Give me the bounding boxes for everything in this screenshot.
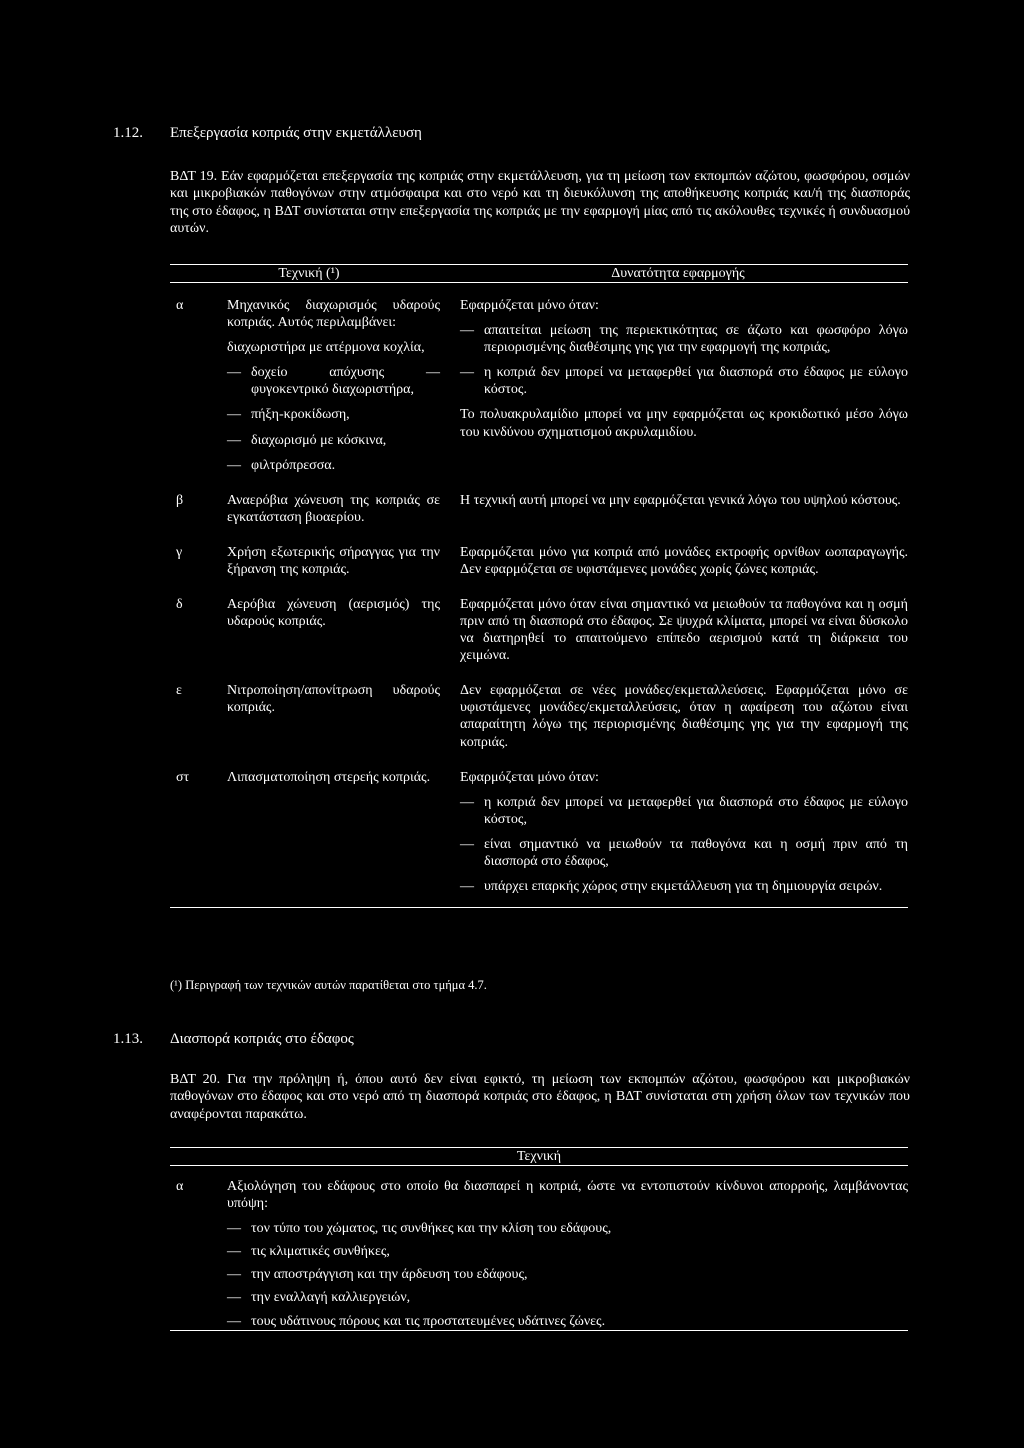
section-number: 1.13. (113, 1031, 143, 1047)
table-header-row (170, 1148, 908, 1166)
technique-text: Αναερόβια χώνευση της κοπριάς σε εγκατάσταση βιοαερίου. (227, 492, 440, 525)
dash-item: — τους υδάτινους πόρους και τις προστατευμένες υδάτινες ζώνες. (227, 1313, 606, 1329)
technique-text: Χρήση εξωτερικής σήραγγας για την ξήρανση της κοπριάς. (227, 544, 440, 577)
applicability-cell (448, 283, 908, 480)
table-row (170, 584, 908, 670)
technique-text: Αερόβια χώνευση (αερισμός) της υδαρούς κοπριάς. (227, 597, 440, 630)
dash-item: — η κοπριά δεν μπορεί να μεταφερθεί για διασπορά στο έδαφος με εύλογο κόστος. (460, 365, 908, 398)
technique-text: Λιπασματοποίηση στερεής κοπριάς. (227, 757, 448, 908)
bat-20-paragraph: ΒΔΤ 20. Για την πρόληψη ή, όπου αυτό δεν είναι εφικτό, τη μείωση των εκπομπών αζώτου, φωσφόρου και μικροβιακών παθογόνων στο έδαφος και στο νερό από τη διασπορά κοπριάς στο έδαφος, η ΒΔΤ συνίσταται στη χρήση όλων των τεχνικών που αναφέρονται παρακάτω. (170, 1072, 910, 1122)
technique-text: Μηχανικός διαχωρισμός υδαρούς κοπριάς. Αυτός περιλαμβάνει: (227, 298, 440, 331)
row-letter: ε (176, 683, 182, 699)
technique-sub: διαχωριστήρα με ατέρμονα κοχλία, (227, 340, 425, 356)
applicability-text: Εφαρμόζεται μόνο όταν είναι σημαντικό να μειωθούν τα παθογόνα και η οσμή πριν από τη διασπορά στο έδαφος. Σε ψυχρά κλίματα, μπορεί να είναι δύσκολο να διατηρηθεί το απαιτούμενο επίπεδο αερισμού κατά τη διάρκεια του χειμώνα. (460, 597, 908, 664)
applicability-cell (448, 757, 908, 908)
applicability-intro: Εφαρμόζεται μόνο όταν: (460, 298, 599, 314)
dash-item: — απαιτείται μείωση της περιεκτικότητας σε άζωτο και φωσφόρο λόγω περιορισμένης διαθέσιμης γης για την εφαρμογή της κοπριάς, (460, 323, 908, 356)
dash-item: — την αποστράγγιση και την άρδευση του εδάφους, (227, 1267, 528, 1283)
applicability-outro: Το πολυακρυλαμίδιο μπορεί να μην εφαρμόζεται ως κροκιδωτικό μέσο λόγω του κινδύνου σχηματισμού ακρυλαμιδίου. (460, 407, 908, 440)
section-title: Επεξεργασία κοπριάς στην εκμετάλλευση (170, 125, 422, 141)
dash-item: — διαχωρισμό με κόσκινα, (227, 432, 387, 448)
technique-cell (227, 1166, 908, 1331)
row-letter: δ (176, 597, 183, 613)
applicability-text: Εφαρμόζεται μόνο για κοπριά από μονάδες εκτροφής ορνίθων ωοπαραγωγής. Δεν εφαρμόζεται σε υφιστάμενες μονάδες χωρίς ζώνες κοπριάς. (460, 544, 908, 577)
applicability-intro: Εφαρμόζεται μόνο όταν: (460, 769, 599, 785)
applicability-text: Η τεχνική αυτή μπορεί να μην εφαρμόζεται γενικά λόγω του υψηλού κόστους. (460, 492, 901, 508)
section-heading-1-12 (113, 124, 422, 142)
dash-item: — η κοπριά δεν μπορεί να μεταφερθεί για διασπορά στο έδαφος με εύλογο κόστος, (460, 794, 908, 827)
header-applicability: Δυνατότητα εφαρμογής (448, 265, 908, 283)
table-row (170, 1166, 908, 1331)
bat-19-paragraph: ΒΔΤ 19. Εάν εφαρμόζεται επεξεργασία της κοπριάς στην εκμετάλλευση, για τη μείωση των εκπομπών αζώτου, φωσφόρου, οσμών και μικροβιακών παθογόνων στην ατμόσφαιρα και στο νερό και τη διευκόλυνση της αποθήκευσης κοπριάς και/ή της διασποράς της στο έδαφος, η ΒΔΤ συνίσταται στην επεξεργασία της κοπριάς με την εφαρμογή μίας από τις ακόλουθες τεχνικές ή συνδυασμού αυτών. (170, 169, 910, 237)
dash-item: — την εναλλαγή καλλιεργειών, (227, 1290, 411, 1306)
header-technique: Τεχνική (170, 1148, 908, 1166)
row-letter: α (170, 1166, 227, 1331)
techniques-table-2 (170, 1147, 908, 1331)
technique-text: Νιτροποίηση/απονίτρωση υδαρούς κοπριάς. (227, 683, 440, 716)
technique-text: Αξιολόγηση του εδάφους στο οποίο θα διασπαρεί η κοπριά, ώστε να εντοπιστούν κίνδυνοι απορροής, λαμβάνοντας υπόψη: (227, 1179, 908, 1212)
dash-item: — υπάρχει επαρκής χώρος στην εκμετάλλευση για τη δημιουργία σειρών. (460, 879, 883, 895)
dash-item: — τις κλιματικές συνθήκες, (227, 1244, 390, 1260)
table-row (170, 757, 908, 908)
row-letter: α (176, 298, 184, 314)
techniques-table-1 (170, 264, 908, 908)
section-number: 1.12. (113, 125, 143, 141)
dash-item: — τον τύπο του χώματος, τις συνθήκες και την κλίση του εδάφους, (227, 1221, 612, 1237)
technique-cell (227, 283, 448, 480)
dash-item: — είναι σημαντικό να μειωθούν τα παθογόνα και η οσμή πριν από τη διασπορά στο έδαφος, (460, 836, 908, 869)
table-header-row (170, 265, 908, 283)
table-row (170, 670, 908, 756)
dash-item: — πήξη-κροκίδωση, (227, 407, 350, 423)
dash-item: — δοχείο απόχυσης — φυγοκεντρικό διαχωριστήρα, (227, 365, 440, 398)
footnote: (¹) Περιγραφή των τεχνικών αυτών παρατίθεται στο τμήμα 4.7. (170, 978, 487, 992)
table-row (170, 283, 908, 480)
table-row (170, 480, 908, 532)
applicability-text: Δεν εφαρμόζεται σε νέες μονάδες/εκμεταλλεύσεις. Εφαρμόζεται μόνο σε υφιστάμενες μονάδες/εκμεταλλεύσεις, όταν η αφαίρεση του αζώτου είναι απαραίτητη λόγω της περιορισμένης διαθέσιμης γης για την εφαρμογή της κοπριάς. (460, 683, 908, 750)
section-title: Διασπορά κοπριάς στο έδαφος (170, 1031, 354, 1047)
row-letter: β (176, 492, 184, 508)
table-row (170, 532, 908, 584)
row-letter: στ (170, 757, 227, 908)
dash-item: — φιλτρόπρεσσα. (227, 457, 336, 473)
header-technique: Τεχνική (¹) (170, 265, 448, 283)
row-letter: γ (176, 544, 183, 560)
section-heading-1-13 (113, 1030, 354, 1048)
